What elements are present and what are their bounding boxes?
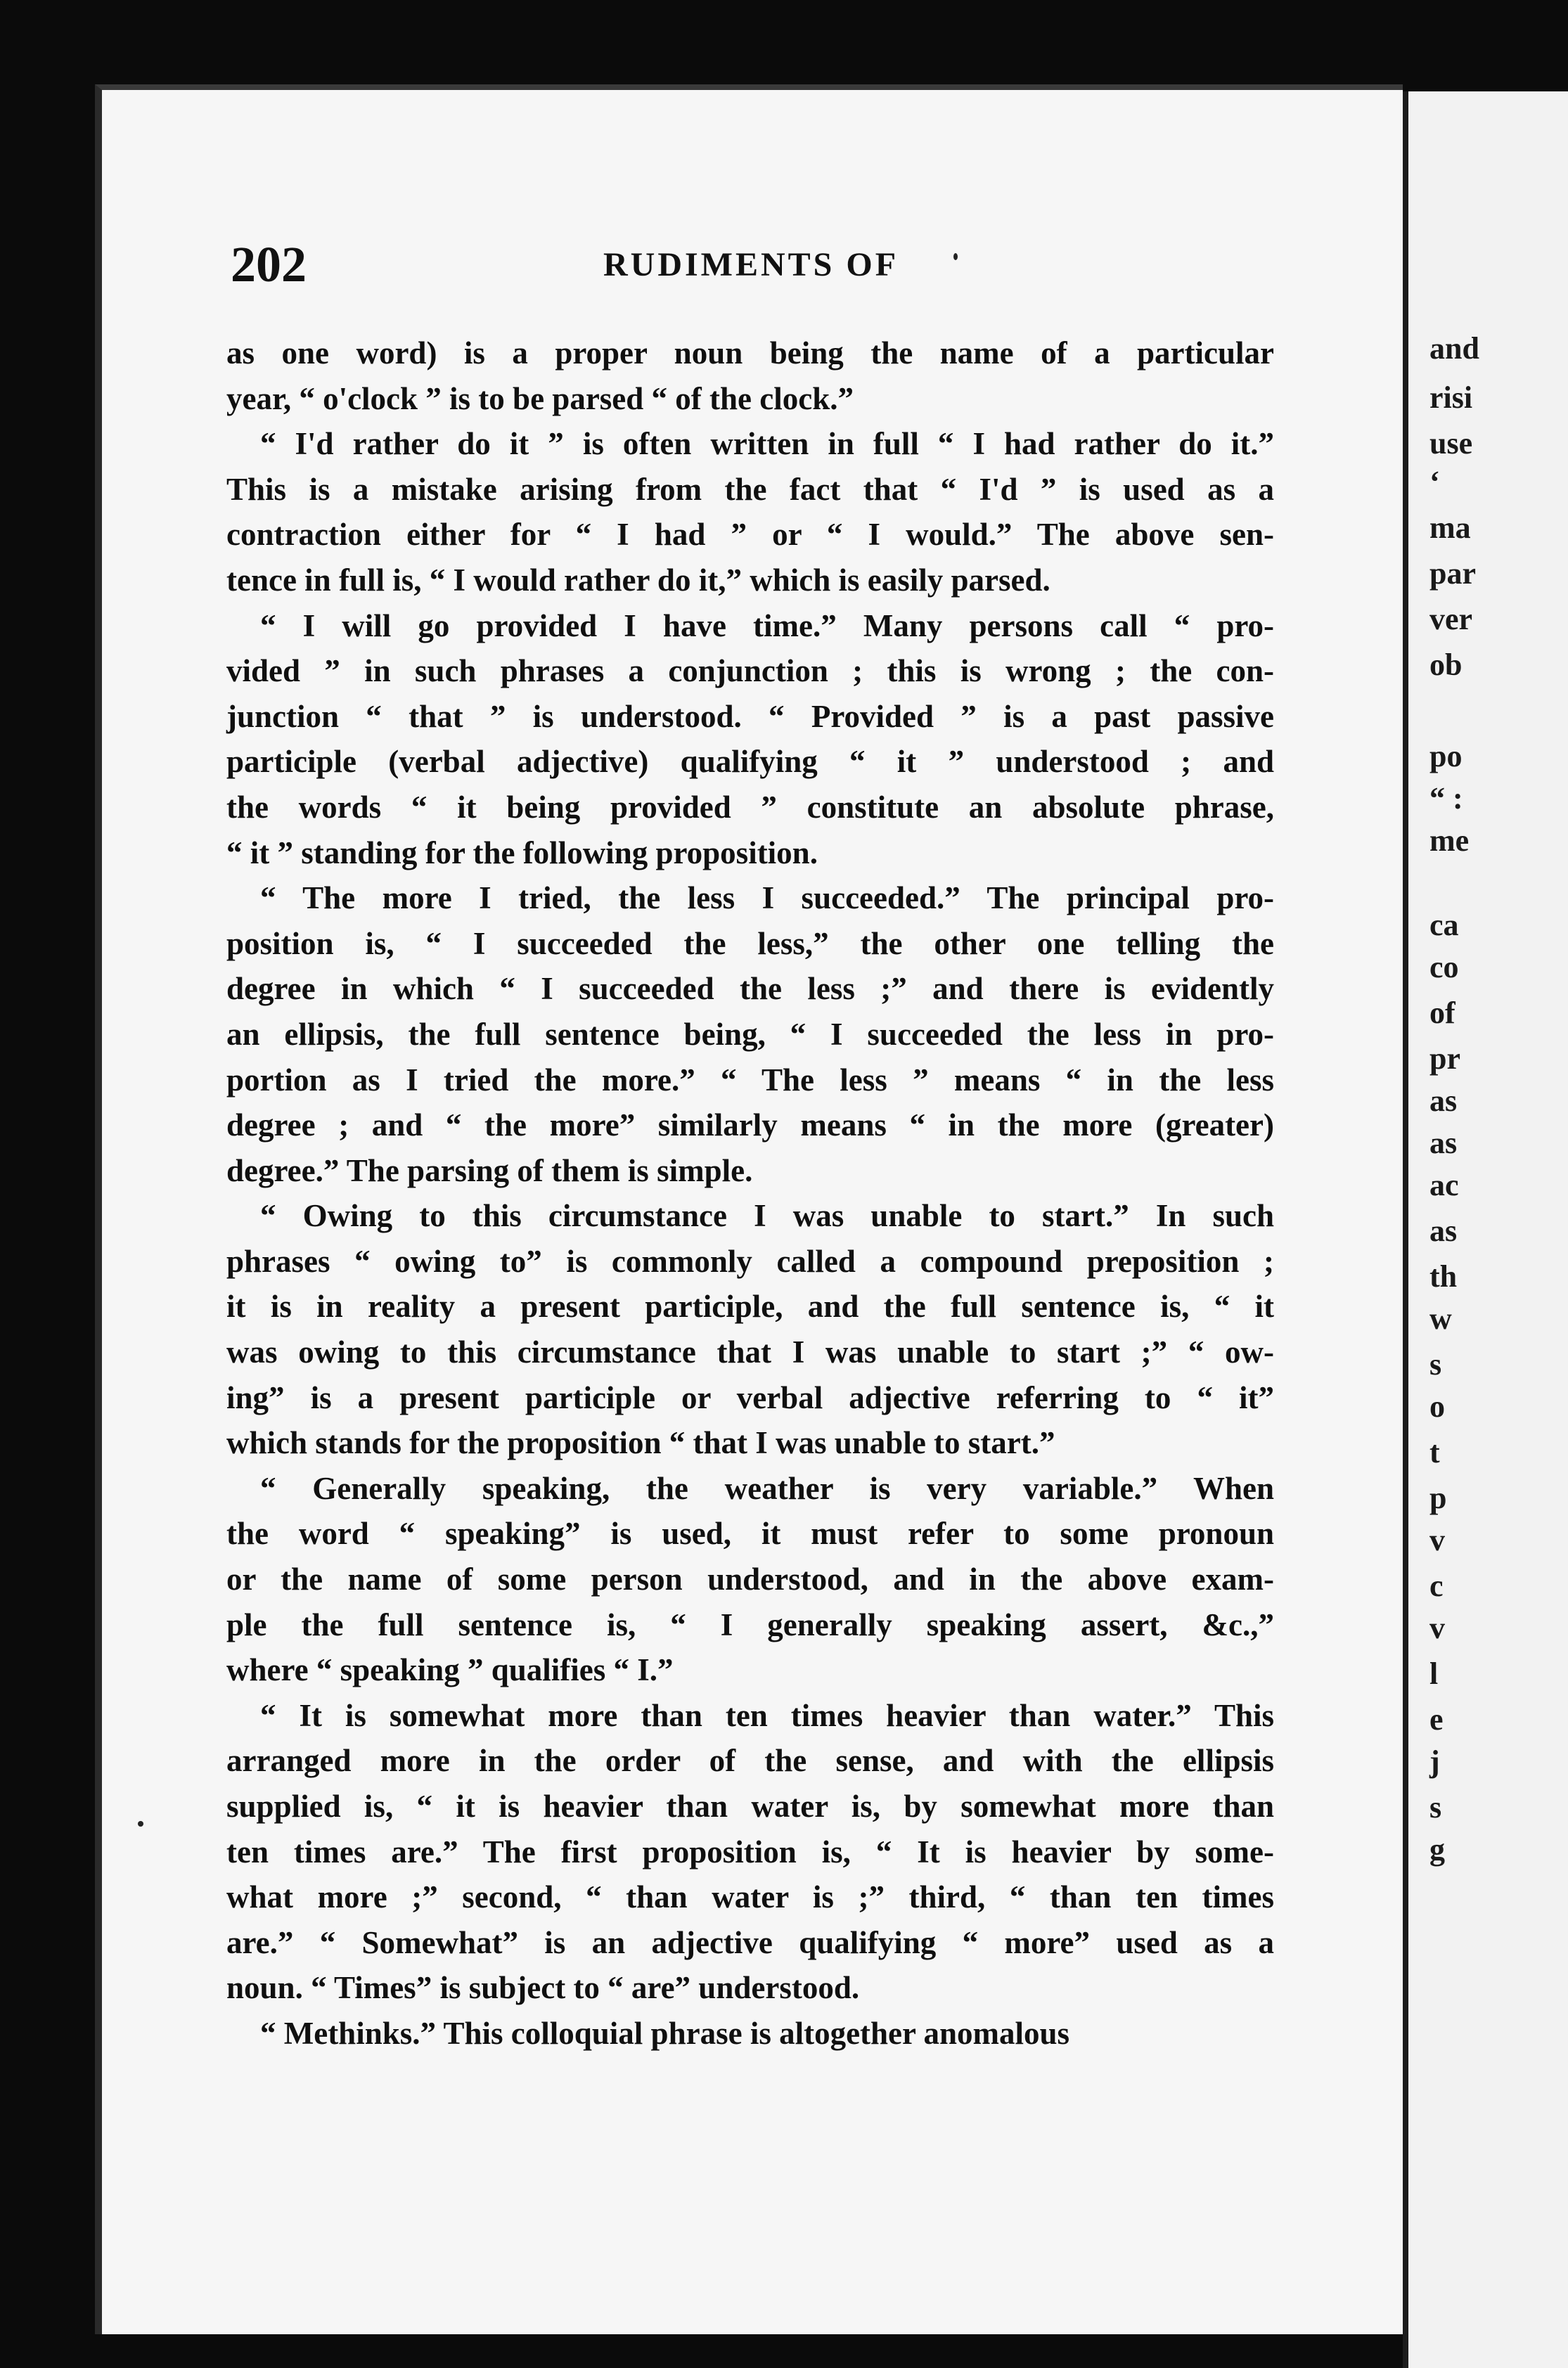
text-line: it is in reality a present participle, and the full sentence is, “ it — [226, 1289, 1274, 1325]
text-line: as one word) is a proper noun being the name of a particular — [226, 335, 1274, 371]
text-line: ing” is a present participle or verbal adjective referring to “ it” — [226, 1379, 1274, 1415]
text-line: portion as I tried the more.” “ The less ” means “ in the less — [226, 1062, 1274, 1098]
text-line: This is a mistake arising from the fact that “ I'd ” is used as a — [226, 471, 1274, 507]
text-line: arranged more in the order of the sense, and with the ellipsis — [226, 1743, 1274, 1779]
adjacent-page-fragment: th — [1429, 1259, 1458, 1294]
adjacent-page-fragment: of — [1429, 996, 1455, 1030]
scan-speck — [138, 1821, 143, 1827]
text-line: the words “ it being provided ” constitute an absolute phrase, — [226, 789, 1274, 825]
text-line: or the name of some person understood, and in the above exam- — [226, 1562, 1274, 1597]
text-line: “ I will go provided I have time.” Many persons call “ pro- — [260, 607, 1274, 643]
text-line: tence in full is, “ I would rather do it,” which is easily parsed. — [226, 562, 1050, 598]
adjacent-page-fragment: use — [1429, 426, 1473, 461]
adjacent-page-fragment: ob — [1429, 648, 1463, 682]
text-line: “ The more I tried, the less I succeeded.” The principal pro- — [260, 880, 1274, 916]
text-line: degree.” The parsing of them is simple. — [226, 1152, 753, 1188]
text-line: an ellipsis, the full sentence being, “ I succeeded the less in pro- — [226, 1016, 1274, 1052]
body-text — [226, 330, 1274, 2057]
adjacent-page-fragment: g — [1429, 1832, 1445, 1867]
text-line: “ Owing to this circumstance I was unable to start.” In such — [260, 1198, 1274, 1234]
adjacent-page-fragment: v — [1429, 1611, 1445, 1645]
text-line: phrases “ owing to” is commonly called a compound preposition ; — [226, 1243, 1274, 1279]
adjacent-page-fragment: l — [1429, 1656, 1439, 1691]
adjacent-page-fragment: j — [1429, 1744, 1440, 1779]
adjacent-page-fragment: s — [1429, 1347, 1442, 1382]
text-line: which stands for the proposition “ that I was unable to start.” — [226, 1425, 1055, 1461]
text-line: degree ; and “ the more” similarly means “ in the more (greater) — [226, 1107, 1274, 1143]
text-line: are.” “ Somewhat” is an adjective qualifying “ more” used as a — [226, 1924, 1274, 1960]
adjacent-page-fragment: ma — [1429, 510, 1471, 545]
adjacent-page-fragment: “ : — [1429, 781, 1463, 816]
text-line: position is, “ I succeeded the less,” the other one telling the — [226, 925, 1274, 961]
text-line: “ Generally speaking, the weather is very variable.” When — [260, 1470, 1274, 1506]
text-line: “ Methinks.” This colloquial phrase is altogether anomalous — [260, 2015, 1069, 2051]
adjacent-page-fragment: t — [1429, 1435, 1440, 1469]
adjacent-page-fragment: v — [1429, 1523, 1445, 1557]
text-line: ten times are.” The first proposition is, “ It is heavier by some- — [226, 1834, 1274, 1870]
text-line: “ it ” standing for the following proposition. — [226, 835, 818, 870]
adjacent-page-fragment: p — [1429, 1481, 1447, 1515]
text-line: “ I'd rather do it ” is often written in full “ I had rather do it.” — [260, 426, 1274, 462]
text-line: supplied is, “ it is heavier than water is, by somewhat more than — [226, 1789, 1274, 1824]
adjacent-page-fragment: ver — [1429, 602, 1473, 636]
text-line: noun. “ Times” is subject to “ are” understood. — [226, 1970, 860, 2006]
adjacent-page-fragment: and — [1429, 331, 1479, 366]
page-header — [231, 236, 1292, 299]
text-line: junction “ that ” is understood. “ Provided ” is a past passive — [226, 698, 1274, 734]
text-line: degree in which “ I succeeded the less ;” and there is evidently — [226, 971, 1274, 1007]
adjacent-page-edge — [1403, 91, 1568, 2368]
adjacent-page-fragment: risi — [1429, 380, 1473, 415]
text-line: contraction either for “ I had ” or “ I would.” The above sen- — [226, 517, 1274, 553]
adjacent-page-fragment: e — [1429, 1702, 1444, 1737]
running-head: RUDIMENTS OF — [603, 246, 899, 283]
text-line: ple the full sentence is, “ I generally speaking assert, &c.,” — [226, 1607, 1274, 1642]
page-number: 202 — [231, 236, 307, 292]
adjacent-page-fragment: co — [1429, 950, 1459, 984]
adjacent-page-fragment: ac — [1429, 1168, 1459, 1202]
text-line: the word “ speaking” is used, it must refer to some pronoun — [226, 1516, 1274, 1552]
text-line: vided ” in such phrases a conjunction ; this is wrong ; the con- — [226, 653, 1274, 689]
text-line: where “ speaking ” qualifies “ I.” — [226, 1652, 674, 1688]
adjacent-page-fragment: par — [1429, 556, 1476, 591]
adjacent-page-fragment: me — [1429, 823, 1470, 858]
scan-speck — [953, 253, 958, 260]
adjacent-page-fragment: o — [1429, 1389, 1445, 1424]
adjacent-page-fragment: as — [1429, 1126, 1458, 1160]
adjacent-page-fragment: po — [1429, 739, 1463, 773]
text-line: was owing to this circumstance that I was unable to start ;” “ ow- — [226, 1334, 1274, 1370]
adjacent-page-fragment: ‘ — [1429, 465, 1440, 499]
adjacent-page-fragment: s — [1429, 1790, 1442, 1825]
text-line: participle (verbal adjective) qualifying “ it ” understood ; and — [226, 744, 1274, 780]
text-line: “ It is somewhat more than ten times heavier than water.” This — [260, 1697, 1274, 1733]
text-line: year, “ o'clock ” is to be parsed “ of the clock.” — [226, 380, 854, 416]
adjacent-page-fragment: w — [1429, 1301, 1452, 1336]
adjacent-page-fragment: ca — [1429, 908, 1459, 942]
adjacent-page-fragment: as — [1429, 1214, 1458, 1248]
text-line: what more ;” second, “ than water is ;” third, “ than ten times — [226, 1879, 1274, 1915]
adjacent-page-fragment: pr — [1429, 1041, 1460, 1076]
adjacent-page-fragment: as — [1429, 1083, 1458, 1118]
adjacent-page-fragment: c — [1429, 1569, 1444, 1603]
